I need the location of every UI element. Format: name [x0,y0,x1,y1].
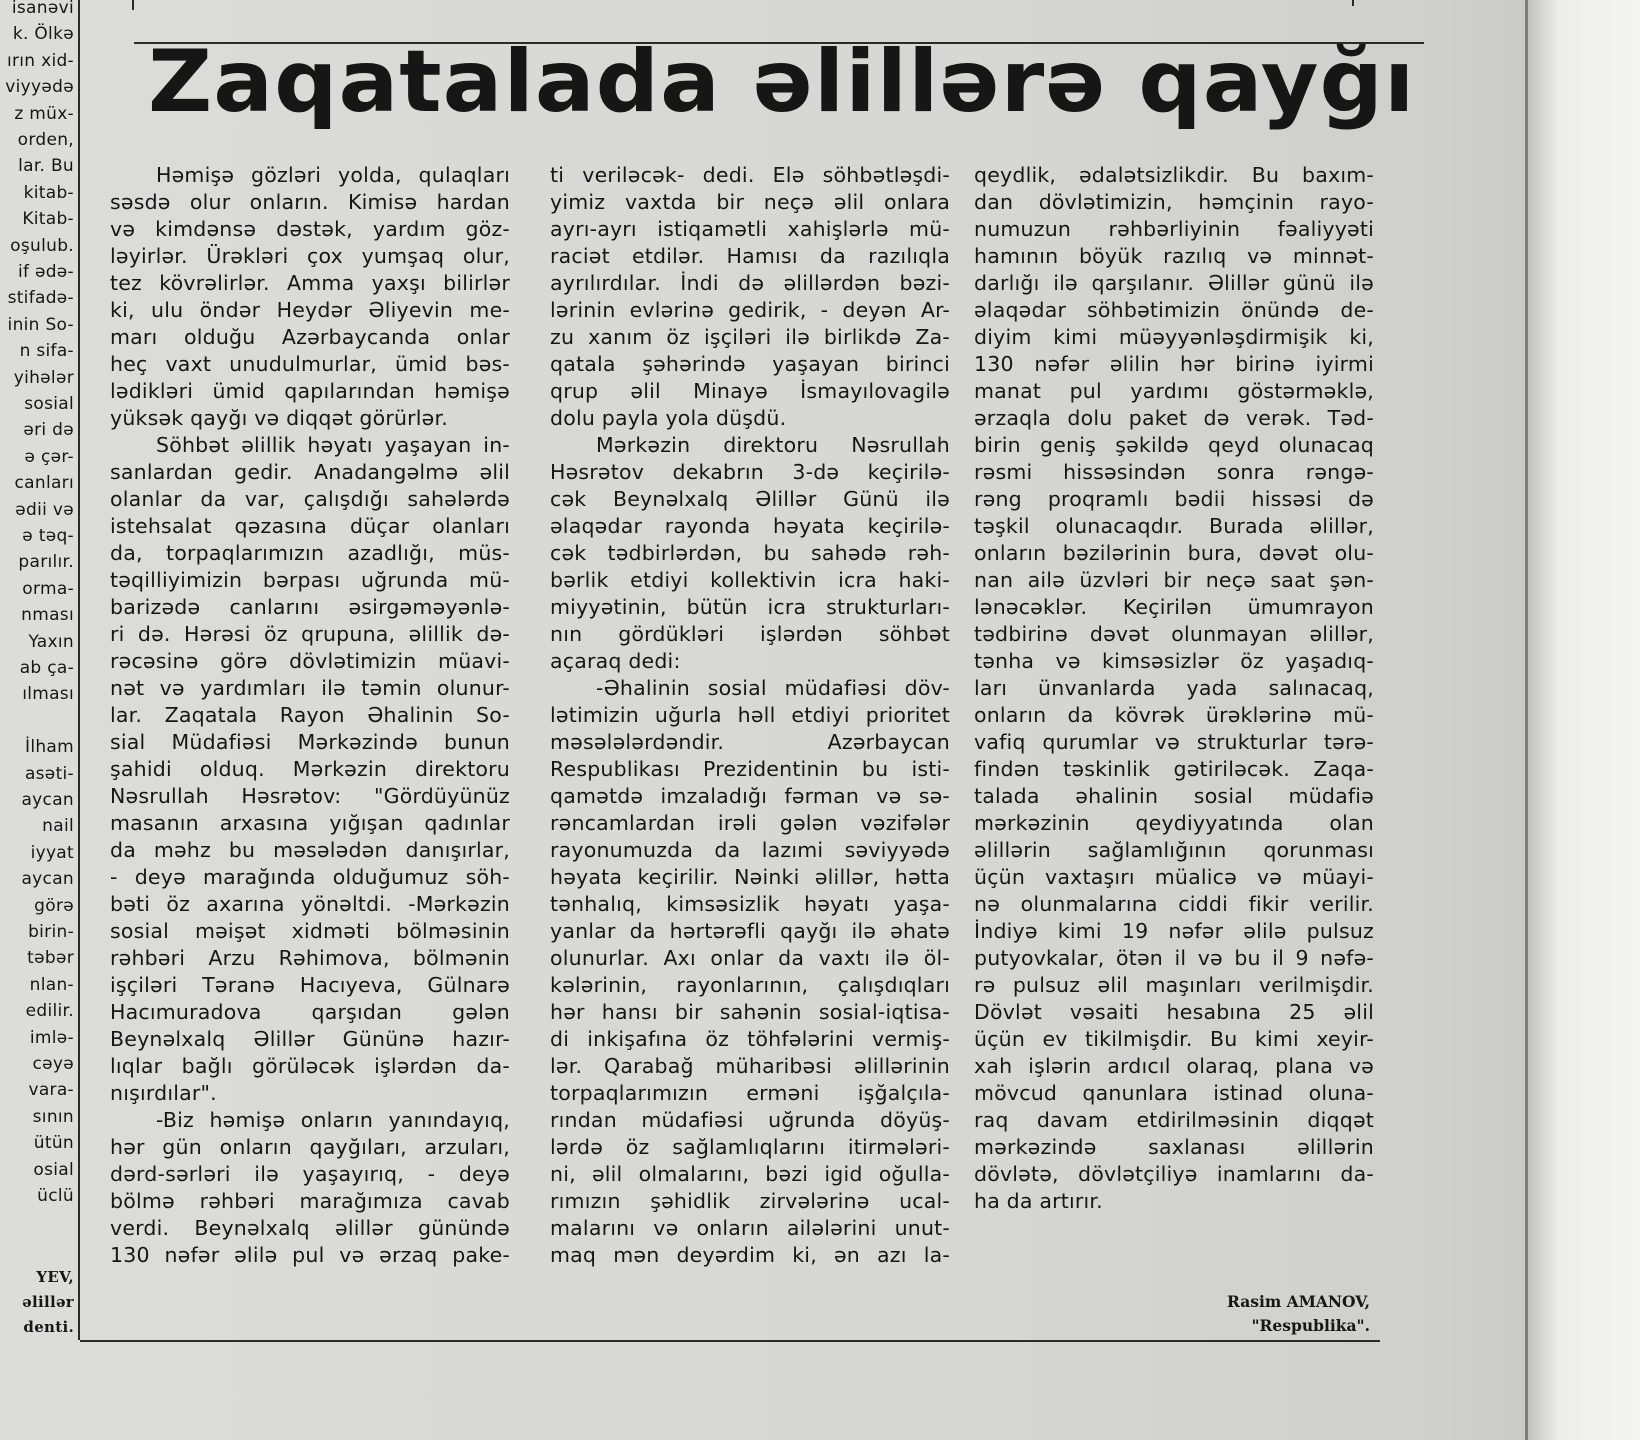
article-text-line: Beynəlxalq Əlillər Gününə hazır- [110,1027,510,1051]
article-text-line: qatala şəhərində yaşayan birinci [550,352,950,376]
adjacent-text-fragment: görə [34,895,74,916]
article-text-line: 130 nəfər əlilə pul və ərzaq pake- [110,1243,510,1267]
article-text-line: cək Beynəlxalq Əlillər Günü ilə [550,487,950,511]
article-text-line: mərkəzinin qeydiyyatında olan [974,811,1374,835]
article-text-line: lərinin evlərinə gedirik, - deyən Ar- [550,298,950,322]
article-text-line: rəcəsinə görə dövlətimizin müavi- [110,649,510,673]
article-text-line: talada əhalinin sosial müdafiə [974,784,1374,808]
adjacent-text-fragment: imlə- [29,1027,74,1048]
adjacent-text-fragment: yihələr [13,367,74,388]
article-text-line: lətimizin uğurla həll etdiyi prioritet [550,703,950,727]
article-text-line: onların bəzilərinin bura, dəvət olu- [974,541,1374,565]
article-text-line: hamının böyük razılıq və minnət- [974,244,1374,268]
article-text-line: təqilliyimizin bərpası uğrunda mü- [110,568,510,592]
adjacent-text-fragment: asəti- [24,763,74,784]
article-text-line: ayrı-ayrı istiqamətli xahişlərlə mü- [550,217,950,241]
article-text-line: barizədə canlarını əsirgəməyənlə- [110,595,510,619]
article-text-line: nət və yardımları ilə təmin olunur- [110,676,510,700]
article-text-line: ayrılırdılar. İndi də əlillərdən bəzi- [550,271,950,295]
article-text-line: vafiq qurumlar və strukturlar tərə- [974,730,1374,754]
adjacent-text-fragment: üclü [37,1186,74,1206]
article-text-line: işçiləri Təranə Hacıyeva, Gülnarə [110,973,510,997]
page-edge [1525,0,1640,1440]
adjacent-text-fragment: canları [14,473,74,494]
adjacent-text-fragment: stifadə- [7,288,74,309]
adjacent-text-fragment: birin- [28,922,74,942]
article-text-line: rından müdafiəsi uğrunda döyüş- [550,1108,950,1132]
article-text-line: dövlətə, dövlətçiliyə inamlarını da- [974,1162,1374,1186]
article-text-line: nın gördükləri işlərdən söhbət [550,622,950,646]
article-text-line: əlillərin sağlamlığının qorunması [974,838,1374,862]
adjacent-text-fragment: orden, [17,130,74,150]
adjacent-article-column [0,0,74,1340]
article-text-line: Mərkəzin direktoru Nəsrullah [596,433,950,457]
article-text-line: Söhbət əlillik həyatı yaşayan in- [156,433,510,457]
left-column-rule [78,0,80,1340]
article-text-line: -Əhalinin sosial müdafiəsi döv- [596,676,950,700]
article-text-line: tənha və kimsəsizlər öz yaşadıq- [974,649,1374,673]
adjacent-text-fragment: təbər [27,948,74,969]
adjacent-text-fragment: ədii və [15,499,74,520]
article-text-line: birin geniş şəkildə qeyd olunacaq [974,433,1374,457]
article-text-line: Hacımuradova qarşıdan gələn [110,1000,510,1024]
article-text-line: rə pulsuz əlil maşınları verilmişdir. [974,973,1374,997]
article-text-line: mərkəzində saxlanası əlillərin [974,1135,1374,1159]
adjacent-text-fragment: z müx- [14,103,74,124]
article-text-line: malarını və onların ailələrini unut- [550,1216,950,1240]
adjacent-text-fragment: aycan [21,790,74,810]
adjacent-text-fragment: parılır. [18,552,74,573]
article-text-line: Respublikası Prezidentinin bu isti- [550,757,950,781]
article-text-line: lərdə öz sağlamlıqlarını itirmələri- [550,1135,950,1159]
article-text-line: Dövlət vəsaiti hesabına 25 əlil [974,1000,1374,1024]
adjacent-signature-fragment: YEV, [36,1268,74,1286]
article-text-line: rımızın şəhidlik zirvələrinə ucal- [550,1189,950,1213]
article-column-1 [110,162,510,1269]
article-text-line: - deyə marağında olduğumuz söh- [110,865,510,889]
adjacent-text-fragment: n sifa- [19,341,74,362]
adjacent-text-fragment: lar. Bu [18,156,74,177]
article-text-line: yimiz vaxtda bir neçə əlil onlara [550,190,950,214]
adjacent-text-fragment: edilir. [25,1001,74,1022]
article-text-line: maq mən deyərdim ki, ən azı la- [550,1243,950,1267]
article-text-line: və kimdənsə dəstək, yardım göz- [110,217,510,241]
article-column-2 [550,162,950,1269]
article-text-line: lıqlar bağlı görüləcək işlərdən da- [110,1054,510,1078]
article-text-line: nə olunmalarına ciddi fikir verilir. [974,892,1374,916]
adjacent-text-fragment: inin So- [7,314,74,335]
article-text-line: həyata keçirilir. Nəinki əlillər, hətta [550,865,950,889]
article-text-line: verdi. Beynəlxalq əlillər günündə [110,1216,510,1240]
article-text-line: üçün ev tikilmişdir. Bu kimi xeyir- [974,1027,1374,1051]
adjacent-text-fragment: nail [42,816,74,837]
article-text-line: masanın arxasına yığışan qadınlar [110,811,510,835]
article-text-line: dan dövlətimizin, həmçinin rayo- [974,190,1374,214]
article-text-line: ri də. Hərəsi öz qrupuna, əlillik də- [110,622,510,646]
article-text-line: tədbirinə dəvət olunmayan əlillər, [974,622,1374,646]
top-mark [132,0,134,10]
article-text-line: istehsalat qəzasına düçar olanları [110,514,510,538]
adjacent-text-fragment: oşulub. [10,235,74,256]
article-text-line: ərzaqla dolu paket də verək. Təd- [974,406,1374,430]
article-text-line: rayonumuzda da lazımi səviyyədə [550,838,950,862]
article-text-line: sanlardan gedir. Anadangəlmə əlil [110,460,510,484]
article-text-line: lədikləri ümid qapılarından həmişə [110,379,510,403]
adjacent-text-fragment: orma- [22,578,74,599]
article-text-line: əlaqədar rayonda həyata keçirilə- [550,514,950,538]
article-text-line: şahidi olduq. Mərkəzin direktoru [110,757,510,781]
adjacent-text-fragment: əri də [23,420,74,441]
article-text-line: xah işlərin ardıcıl olaraq, plana və [974,1054,1374,1078]
article-text-line: lər. Qarabağ müharibəsi əlillərinin [550,1054,950,1078]
article-text-line: zu xanım öz işçiləri ilə birlikdə Za- [550,325,950,349]
adjacent-signature-fragment: denti. [23,1318,74,1336]
article-text-line: təşkil olunacaqdır. Burada əlillər, [974,514,1374,538]
article-text-line: 130 nəfər əlilin hər birinə iyirmi [974,352,1374,376]
adjacent-text-fragment: kitab- [23,182,74,203]
adjacent-text-fragment: osial [33,1159,74,1180]
article-text-line: sosial məişət xidməti bölməsinin [110,919,510,943]
article-text-line: ləyirlər. Ürəkləri çox yumşaq olur, [110,244,510,268]
article-text-line: əlaqədar söhbətimizin önündə de- [974,298,1374,322]
article-text-line: rəsmi hissəsindən sonra rəngə- [974,460,1374,484]
article-text-line: dərd-sərləri ilə yaşayırıq, - deyə [110,1162,510,1186]
article-text-line: Nəsrullah Həsrətov: "Gördüyünüz [110,784,510,808]
adjacent-text-fragment: vara- [28,1080,74,1101]
article-text-line: rəncamlardan irəli gələn vəzifələr [550,811,950,835]
article-text-line: qeydlik, ədalətsizlikdir. Bu baxım- [974,163,1374,187]
adjacent-text-fragment: Yaxın [28,631,74,652]
page-fold-line [1525,0,1528,1440]
adjacent-text-fragment: ab ça- [19,658,74,678]
article-text-line: marı olduğu Azərbaycanda onlar [110,325,510,349]
byline-newspaper: "Respublika". [1251,1316,1370,1335]
article-text-line: yanlar da hərtərəfli qayğı ilə əhatə [550,919,950,943]
article-text-line: ları ünvanlarda yada salınacaq, [974,676,1374,700]
adjacent-text-fragment: cəyə [32,1054,74,1074]
adjacent-text-fragment: aycan [21,869,74,890]
article-text-line: numuzun rəhbərliyinin fəaliyyəti [974,217,1374,241]
article-text-line: yüksək qayğı və diqqət görürlər. [110,406,448,430]
adjacent-text-fragment: ə təq- [22,526,74,546]
article-text-line: raciət etdilər. Hamısı da razılıqla [550,244,950,268]
article-text-line: məsələlərdəndir. Azərbaycan [550,730,950,754]
adjacent-signature-fragment: əlillər [22,1293,74,1311]
adjacent-text-fragment: sosial [24,394,74,414]
article-text-line: tənhalıq, kimsəsizlik həyatı yaşa- [550,892,950,916]
article-text-line: ti veriləcək- dedi. Elə söhbətləşdi- [550,163,950,187]
article-text-line: da məhz bu məsələdən danışırlar, [110,838,510,862]
article-text-line: hər gün onların qayğıları, arzuları, [110,1135,510,1159]
article-text-line: nışırdılar". [110,1081,217,1105]
article-text-line: ni, əlil olmalarını, bəzi igid oğulla- [550,1162,950,1186]
article-text-line: onların da kövrək ürəklərinə mü- [974,703,1374,727]
article-text-line: nan ailə üzvləri bir neçə saat şən- [974,568,1374,592]
article-text-line: dolu payla yola düşdü. [550,406,787,430]
article-headline: Zaqatalada əlillərə qayğı [148,32,1416,132]
article-text-line: miyyətinin, bütün icra strukturları- [550,595,950,619]
article-text-line: cək tədbirlərdən, bu sahədə rəh- [550,541,950,565]
top-mark [1352,0,1354,6]
article-text-line: bərlik etdiyi kollektivin icra haki- [550,568,950,592]
article-text-line: rəhbəri Arzu Rəhimova, bölmənin [110,946,510,970]
adjacent-text-fragment: sının [32,1106,74,1127]
adjacent-text-fragment: iyyat [30,842,74,863]
article-column-3 [974,162,1374,1215]
article-text-line: darlığı ilə qarşılanır. Əlillər günü ilə [974,271,1374,295]
adjacent-text-fragment: nlan- [29,974,74,995]
adjacent-text-fragment: ırın xid- [6,50,74,71]
adjacent-text-fragment: ütün [33,1133,74,1154]
article-text-line: ki, ulu öndər Heydər Əliyevin me- [110,298,510,322]
article-text-line: səsdə olur onların. Kimisə hardan [110,190,510,214]
article-text-line: hər hansı bir sahənin sosial-iqtisa- [550,1000,950,1024]
adjacent-text-fragment: Kitab- [22,209,74,230]
adjacent-text-fragment: k. Ölkə [12,24,74,45]
byline-author: Rasim AMANOV, [1226,1292,1370,1311]
article-text-line: -Biz həmişə onların yanındayıq, [156,1108,510,1132]
article-text-line: üçün vaxtaşırı müalicə və müayi- [974,865,1374,889]
adjacent-text-fragment: if ədə- [17,262,74,282]
article-text-line: rəng proqramlı bədii hissəsi də [974,487,1374,511]
article-text-line: Həmişə gözləri yolda, qulaqları [156,163,510,187]
bottom-rule [80,1340,1380,1342]
article-text-line: diyim kimi müəyyənləşdirmişik ki, [974,325,1374,349]
article-text-line: qrup əlil Minayə İsmayılovagilə [550,379,950,403]
article-text-line: putyovkalar, ötən il və bu il 9 nəfə- [974,946,1374,970]
article-text-line: bəti öz axarına yönəltdi. -Mərkəzin [110,892,510,916]
article-text-line: açaraq dedi: [550,649,681,673]
byline [1120,1290,1370,1338]
article-text-line: lar. Zaqatala Rayon Əhalinin So- [110,703,510,727]
adjacent-text-fragment: viyyədə [5,77,74,98]
article-text-line: findən təskinlik gətiriləcək. Zaqa- [974,757,1374,781]
article-text-line: sial Müdafiəsi Mərkəzində bunun [110,730,510,754]
article-text-line: ha da artırır. [974,1189,1103,1213]
article-text-line: tez kövrəlirlər. Amma yaxşı bilirlər [110,271,510,295]
article-text-line: manat pul yardımı göstərməklə, [974,379,1374,403]
article-text-line: lənəcəklər. Keçirilən ümumrayon [974,595,1374,619]
article-text-line: Həsrətov dekabrın 3-də keçirilə- [550,460,950,484]
article-text-line: olanlar da var, çalışdığı sahələrdə [110,487,510,511]
article-text-line: torpaqlarımızın erməni işğalçıla- [550,1081,950,1105]
article-text-line: İndiyə kimi 19 nəfər əlilə pulsuz [974,919,1374,943]
article-text-line: di inkişafına öz töhfələrini vermiş- [550,1027,950,1051]
article-text-line: olunurlar. Axı onlar da vaxtı ilə öl- [550,946,950,970]
article-text-line: qamətdə imzaladığı fərman və sə- [550,784,950,808]
article-text-line: raq davam etdirilməsinin diqqət [974,1108,1374,1132]
adjacent-text-fragment: ılması [22,684,74,705]
article-text-line: heç vaxt unudulmurlar, ümid bəs- [110,352,510,376]
adjacent-text-fragment: nması [21,605,74,626]
adjacent-text-fragment: İlham [25,737,74,758]
article-text-line: da, torpaqlarımızın azadlığı, müs- [110,541,510,565]
adjacent-text-fragment: ə çər- [24,446,74,467]
article-text-line: bölmə rəhbəri marağımıza cavab [110,1189,510,1213]
article-text-line: mövcud qanunlara istinad oluna- [974,1081,1374,1105]
adjacent-text-fragment: isanəvi [11,0,74,18]
article-text-line: kələrinin, rayonlarının, çalışdıqları [550,973,950,997]
